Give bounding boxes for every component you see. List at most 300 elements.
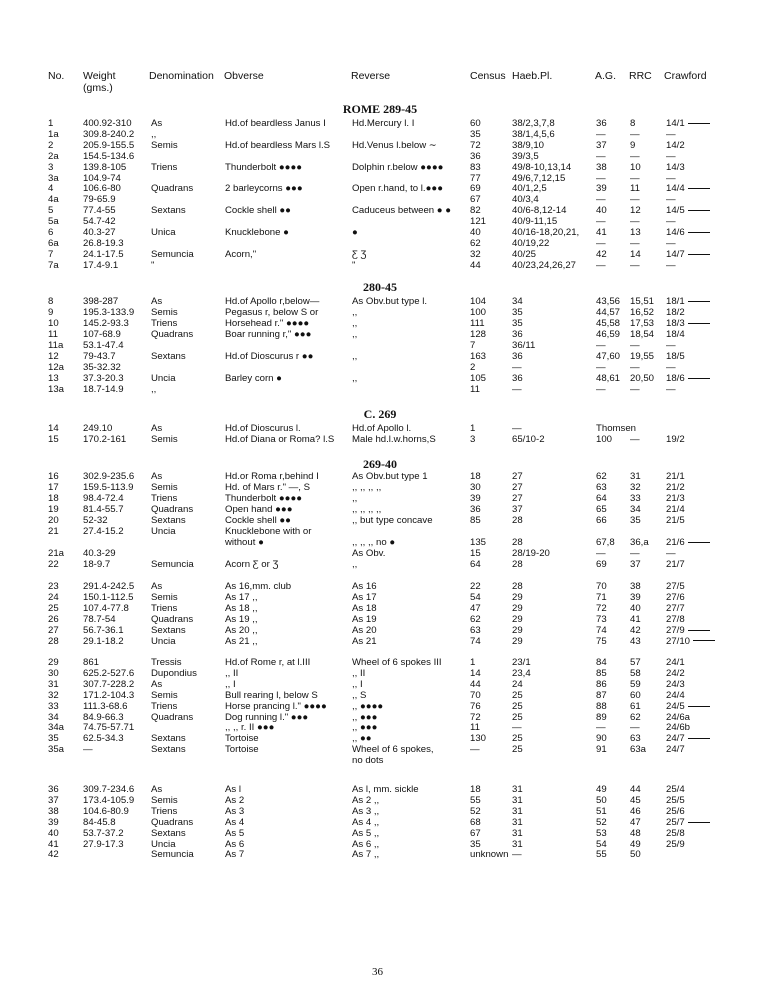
cell-cen: 163 — [470, 350, 487, 362]
cell-cra: 14/5 — [666, 205, 710, 216]
cell-cra: 21/6 — [666, 537, 710, 548]
cell-cra: — — [666, 547, 676, 559]
cell-cen: 3 — [470, 433, 476, 445]
table-row — [0, 559, 765, 570]
cell-cra: 19/2 — [666, 433, 685, 445]
cell-no: 30 — [48, 667, 59, 679]
cell-hae: 35 — [512, 317, 523, 329]
cell-wt: 195.3-133.9 — [83, 306, 135, 318]
cell-hae: 28/19-20 — [512, 547, 550, 559]
cell-ag: 47,60 — [596, 350, 621, 362]
cell-den: Quadrans — [151, 183, 194, 195]
cell-hae: 27 — [512, 471, 523, 482]
cell-den: Semis — [151, 139, 178, 151]
cell-rev: As 6 ,, — [352, 838, 380, 850]
cell-cen: 35 — [470, 128, 481, 140]
cell-hae: 31 — [512, 827, 523, 839]
table-row — [0, 755, 765, 766]
cell-ag: 45,58 — [596, 317, 621, 329]
cell-hae: 65/10-2 — [512, 433, 545, 445]
cell-obv: Open hand ●●● — [225, 503, 293, 515]
cell-rev: As 20 — [352, 624, 377, 636]
pen-tick-mark — [688, 542, 710, 543]
cell-no: 28 — [48, 635, 59, 647]
cell-hae: 29 — [512, 613, 523, 625]
cell-no: 38 — [48, 805, 59, 817]
cell-ag: 42 — [596, 248, 607, 260]
cell-wt: 56.7-36.1 — [83, 624, 124, 636]
cell-cen: 74 — [470, 635, 481, 647]
cell-ag: 48,61 — [596, 372, 621, 384]
cell-wt: 54.7-42 — [83, 216, 116, 228]
cell-cen: 39 — [470, 492, 481, 504]
cell-cen: 135 — [470, 536, 487, 548]
cell-ag: 89 — [596, 711, 607, 723]
cell-hae: 36 — [512, 350, 523, 362]
cell-rev: As 2 ,, — [352, 794, 380, 806]
table-row — [0, 384, 765, 395]
cell-rrc: — — [630, 194, 640, 206]
cell-rrc: 60 — [630, 689, 641, 701]
cell-rrc: 15,51 — [630, 296, 655, 307]
cell-cen: 83 — [470, 161, 481, 173]
cell-cra: 24/7 — [666, 744, 685, 756]
cell-hae: 36/11 — [512, 339, 536, 351]
cell-rrc: 40 — [630, 602, 641, 614]
cell-rrc: 62 — [630, 711, 641, 723]
cell-rev: ,, ●●● — [352, 711, 378, 723]
table-row — [0, 744, 765, 755]
cell-rev: As 18 — [352, 602, 377, 614]
cell-hae: 40/6-8,12-14 — [512, 205, 567, 217]
cell-rev: ,, — [352, 558, 358, 570]
cell-rev: ,, ,, ,, ,, — [352, 503, 382, 515]
cell-den: As — [151, 423, 163, 434]
cell-hae: 39/3,5 — [512, 150, 539, 162]
cell-no: 33 — [48, 700, 59, 712]
cell-wt: 53.7-37.2 — [83, 827, 124, 839]
cell-den: ,, — [151, 128, 157, 140]
cell-cen: 44 — [470, 678, 481, 690]
cell-den: ,, — [151, 383, 157, 395]
cell-no: 12a — [48, 361, 65, 373]
cell-rev: As 17 — [352, 591, 377, 603]
cell-obv: Hd.of beardless Mars l.S — [225, 139, 331, 151]
cell-rrc: 45 — [630, 794, 641, 806]
cell-rrc: — — [630, 150, 640, 162]
cell-rrc: 32 — [630, 481, 641, 493]
cell-rrc: 35 — [630, 514, 641, 526]
cell-rrc: — — [630, 216, 640, 228]
cell-cra: 21/5 — [666, 514, 685, 526]
cell-hae: 27 — [512, 492, 523, 504]
cell-rrc: 41 — [630, 613, 641, 625]
cell-wt: 106.6-80 — [83, 183, 121, 195]
cell-ag: — — [596, 216, 606, 228]
table-row — [0, 701, 765, 712]
table-row — [0, 129, 765, 140]
cell-cra: 14/4 — [666, 183, 710, 194]
cell-rrc: — — [630, 722, 640, 734]
cell-hae: 28 — [512, 514, 523, 526]
cell-wt: 205.9-155.5 — [83, 139, 135, 151]
cell-hae: 36 — [512, 328, 523, 340]
cell-ag: 51 — [596, 805, 607, 817]
table-row — [0, 592, 765, 603]
cell-no: 42 — [48, 849, 59, 861]
cell-rev: As 16 — [352, 581, 377, 592]
cell-cra: 25/7 — [666, 817, 710, 828]
cell-den: " — [151, 259, 155, 271]
table-row — [0, 296, 765, 307]
cell-cen: 14 — [470, 667, 481, 679]
table-row — [0, 151, 765, 162]
table-row — [0, 795, 765, 806]
cell-ag: — — [596, 259, 606, 271]
cell-hae: 29 — [512, 635, 523, 647]
cell-rev: Hd.Mercury l. I — [352, 118, 415, 129]
cell-wt: 625.2-527.6 — [83, 667, 135, 679]
cell-hae: 37 — [512, 503, 523, 515]
cell-no: 32 — [48, 689, 59, 701]
pen-tick-mark — [688, 123, 710, 124]
table-row — [0, 238, 765, 249]
cell-no: 3a — [48, 172, 59, 184]
cell-rev: ,, — [352, 306, 358, 318]
cell-cra: 14/7 — [666, 249, 710, 260]
header-weight: Weight — [83, 70, 116, 82]
cell-den: As — [151, 784, 163, 795]
cell-rrc: 37 — [630, 558, 641, 570]
header-weight-unit: (gms.) — [83, 82, 113, 94]
cell-obv: Bull rearing l, below S — [225, 689, 318, 701]
cell-den: Sextans — [151, 827, 186, 839]
cell-ag: 91 — [596, 744, 607, 756]
cell-cen: 76 — [470, 700, 481, 712]
cell-wt: 53.1-47.4 — [83, 339, 124, 351]
cell-den: Unica — [151, 227, 176, 238]
cell-den: Semis — [151, 306, 178, 318]
table-row — [0, 307, 765, 318]
cell-hae: 23,4 — [512, 667, 531, 679]
table-row — [0, 227, 765, 238]
cell-wt: 27.4-15.2 — [83, 525, 124, 537]
cell-ag: 86 — [596, 678, 607, 690]
cell-no: 1a — [48, 128, 59, 140]
cell-cra: 27/6 — [666, 591, 685, 603]
cell-rrc: 48 — [630, 827, 641, 839]
cell-no: 11a — [48, 339, 64, 351]
cell-rrc: 46 — [630, 805, 641, 817]
cell-no: 25 — [48, 602, 59, 614]
cell-cen: 40 — [470, 227, 481, 238]
cell-cen: 62 — [470, 237, 481, 249]
cell-rev: Wheel of 6 spokes, — [352, 744, 434, 756]
cell-cen: 2 — [470, 361, 476, 373]
cell-rev: ,, — [352, 372, 358, 384]
cell-obv: Hd.of Dioscurus l. — [225, 423, 301, 434]
cell-hae: 40/19,22 — [512, 237, 550, 249]
cell-no: 39 — [48, 816, 59, 828]
cell-hae: 31 — [512, 805, 523, 817]
cell-wt: 107-68.9 — [83, 328, 121, 340]
cell-rev: Caduceus between ● ● — [352, 205, 452, 217]
cell-wt: 159.5-113.9 — [83, 481, 134, 493]
cell-rrc: 8 — [630, 118, 636, 129]
cell-hae: 28 — [512, 581, 523, 592]
cell-ag: 43,56 — [596, 296, 621, 307]
cell-wt: 40.3-29 — [83, 547, 116, 559]
cell-wt: 79-65.9 — [83, 194, 116, 206]
section-title: C. 269 — [363, 407, 397, 421]
cell-hae: 40/3,4 — [512, 194, 539, 206]
cell-obv: Knucklebone with or — [225, 525, 312, 537]
cell-rrc: 19,55 — [630, 350, 655, 362]
cell-wt: 104.9-74 — [83, 172, 121, 184]
cell-rev: As Obv.but type 1 — [352, 471, 428, 482]
cell-obv: Hd. of Mars r." —, S — [225, 481, 310, 493]
cell-wt: 139.8-105 — [83, 161, 127, 173]
cell-rrc: 9 — [630, 139, 636, 151]
cell-no: 5 — [48, 205, 54, 217]
cell-cen: 52 — [470, 805, 481, 817]
cell-wt: 24.1-17.5 — [83, 248, 124, 260]
cell-ag: 72 — [596, 602, 607, 614]
table-row — [0, 614, 765, 625]
cell-obv: Boar running r," ●●● — [225, 328, 312, 340]
cell-wt: 302.9-235.6 — [83, 471, 135, 482]
cell-cen: 47 — [470, 602, 481, 614]
cell-hae: 40/16-18,20,21, — [512, 227, 580, 238]
cell-den: Quadrans — [151, 503, 194, 515]
pen-tick-mark — [688, 188, 710, 189]
cell-cra: 27/8 — [666, 613, 685, 625]
header-obverse: Obverse — [224, 70, 264, 82]
cell-cen: 128 — [470, 328, 487, 340]
cell-no: 17 — [48, 481, 59, 493]
cell-wt: 171.2-104.3 — [83, 689, 135, 701]
cell-hae: 25 — [512, 744, 523, 756]
cell-obv: As 20 ,, — [225, 624, 258, 636]
cell-wt: 27.9-17.3 — [83, 838, 124, 850]
cell-cra: 25/5 — [666, 794, 685, 806]
cell-hae: 28 — [512, 558, 523, 570]
cell-obv: As 21 ,, — [225, 635, 258, 647]
cell-wt: 81.4-55.7 — [83, 503, 124, 515]
cell-rev: As 5 ,, — [352, 827, 380, 839]
section-title: ROME 289-45 — [342, 102, 418, 116]
cell-cra: — — [666, 194, 676, 206]
cell-cra: 21/2 — [666, 481, 685, 493]
cell-no: 1 — [48, 118, 54, 129]
cell-hae: 25 — [512, 711, 523, 723]
cell-den: Triens — [151, 602, 178, 614]
cell-hae: 49/6,7,12,15 — [512, 172, 566, 184]
cell-wt: 400.92-310 — [83, 118, 132, 129]
cell-obv: Hd.of Apollo r,below— — [225, 296, 320, 307]
cell-cra: 27/9 — [666, 625, 710, 636]
cell-hae: 23/1 — [512, 657, 531, 668]
header-ag: A.G. — [595, 70, 617, 82]
cell-cra: 21/3 — [666, 492, 685, 504]
cell-rrc: 36,a — [630, 536, 649, 548]
cell-cen: 68 — [470, 816, 481, 828]
cell-rev: Wheel of 6 spokes III — [352, 657, 442, 668]
cell-den: As — [151, 581, 163, 592]
cell-rrc: 43 — [630, 635, 641, 647]
cell-cen: 30 — [470, 481, 481, 493]
cell-no: 35a — [48, 744, 65, 756]
cell-hae: 36 — [512, 372, 523, 384]
cell-no: 7 — [48, 248, 54, 260]
cell-rev: ,, — [352, 317, 358, 329]
cell-hae: 29 — [512, 602, 523, 614]
cell-rrc: 31 — [630, 471, 641, 482]
cell-rev: ,, ●●●● — [352, 700, 384, 712]
cell-rrc: 44 — [630, 784, 641, 795]
header-reverse: Reverse — [351, 70, 391, 82]
cell-obv: Dog running l." ●●● — [225, 711, 309, 723]
header-no: No. — [48, 70, 65, 82]
cell-wt: 18.7-14.9 — [83, 383, 124, 395]
cell-rrc: — — [630, 433, 640, 445]
table-row — [0, 173, 765, 184]
header-haeb: Haeb.Pl. — [512, 70, 553, 82]
cell-no: 37 — [48, 794, 59, 806]
cell-hae: 31 — [512, 816, 523, 828]
cell-cen: 18 — [470, 471, 481, 482]
cell-rev: ,, I — [352, 678, 363, 690]
cell-ag: 53 — [596, 827, 607, 839]
cell-wt: 29.1-18.2 — [83, 635, 124, 647]
cell-cra: — — [666, 259, 676, 271]
table-row — [0, 712, 765, 723]
cell-no: 34a — [48, 722, 65, 734]
table-row — [0, 581, 765, 592]
cell-rev: ,, S — [352, 689, 367, 701]
cell-rev: ● — [352, 227, 358, 238]
cell-cra: 18/5 — [666, 350, 685, 362]
cell-den: Semis — [151, 689, 178, 701]
cell-cen: 64 — [470, 558, 481, 570]
cell-cra: 18/4 — [666, 328, 685, 340]
cell-no: 41 — [48, 838, 59, 850]
cell-hae: 25 — [512, 700, 523, 712]
cell-rev: ,, II — [352, 667, 366, 679]
table-row — [0, 849, 765, 860]
cell-no: 2a — [48, 150, 59, 162]
cell-den: Quadrans — [151, 816, 194, 828]
cell-cen: 70 — [470, 689, 481, 701]
cell-no: 18 — [48, 492, 59, 504]
table-row — [0, 817, 765, 828]
cell-ag: — — [596, 361, 606, 373]
cell-ag: 63 — [596, 481, 607, 493]
cell-den: Semis — [151, 433, 178, 445]
cell-rev: Hd.Venus l.below ∼ — [352, 139, 437, 151]
table-row — [0, 340, 765, 351]
table-row — [0, 423, 765, 434]
cell-den: Uncia — [151, 838, 176, 850]
cell-den: Semuncia — [151, 558, 194, 570]
cell-rev: ,, — [352, 492, 358, 504]
cell-rev: " — [352, 259, 356, 271]
cell-cra: 24/3 — [666, 678, 685, 690]
cell-obv: 2 barleycorns ●●● — [225, 183, 303, 195]
cell-den: As — [151, 471, 163, 482]
cell-wt: 35-32.32 — [83, 361, 121, 373]
cell-den: As — [151, 296, 163, 307]
table-row — [0, 636, 765, 647]
cell-cra: — — [666, 361, 676, 373]
cell-den: Semis — [151, 591, 178, 603]
cell-hae: 29 — [512, 624, 523, 636]
cell-hae: — — [512, 383, 522, 395]
cell-obv: ,, II — [225, 667, 239, 679]
cell-cra: 14/2 — [666, 139, 685, 151]
cell-ag: 52 — [596, 816, 607, 828]
table-row — [0, 504, 765, 515]
cell-ag: 37 — [596, 139, 607, 151]
cell-cen: 63 — [470, 624, 481, 636]
cell-rrc: 61 — [630, 700, 641, 712]
table-row — [0, 603, 765, 614]
cell-den: Dupondius — [151, 667, 197, 679]
header-denomination: Denomination — [149, 70, 214, 82]
cell-cen: 44 — [470, 259, 481, 271]
cell-rrc: 63a — [630, 744, 647, 756]
table-row — [0, 471, 765, 482]
cell-cra: 25/4 — [666, 784, 685, 795]
cell-cen: 1 — [470, 423, 476, 434]
cell-ag: — — [596, 383, 606, 395]
cell-den: Sextans — [151, 514, 186, 526]
cell-no: 4 — [48, 183, 54, 195]
cell-den: Triens — [151, 161, 178, 173]
table-row — [0, 434, 765, 445]
pen-tick-mark — [688, 210, 710, 211]
cell-wt: 398-287 — [83, 296, 119, 307]
pen-tick-mark — [693, 640, 715, 641]
cell-ag: 90 — [596, 733, 607, 745]
cell-ag: 44,57 — [596, 306, 621, 318]
cell-den: Sextans — [151, 733, 186, 745]
cell-ag: 54 — [596, 838, 607, 850]
cell-cra: — — [666, 172, 676, 184]
page-number: 36 — [372, 966, 383, 978]
cell-hae: 31 — [512, 784, 523, 795]
cell-hae: 25 — [512, 733, 523, 745]
cell-no: 20 — [48, 514, 59, 526]
cell-hae: — — [512, 722, 522, 734]
cell-cra: 24/5 — [666, 701, 710, 712]
pen-tick-mark — [688, 378, 710, 379]
cell-rev: Male hd.l.w.horns,S — [352, 433, 436, 445]
cell-rrc: 59 — [630, 678, 641, 690]
cell-hae: 40/1,2,5 — [512, 183, 547, 195]
cell-ag: — — [596, 547, 606, 559]
cell-obv: Acorn," — [225, 248, 257, 260]
cell-obv: Horse prancing l." ●●●● — [225, 700, 327, 712]
cell-wt: 861 — [83, 657, 100, 668]
cell-cen: 11 — [470, 383, 480, 395]
cell-ag: — — [596, 194, 606, 206]
table-row — [0, 679, 765, 690]
cell-obv: Hd.of Diana or Roma? l.S — [225, 433, 335, 445]
cell-cen: 15 — [470, 547, 481, 559]
cell-ag: 55 — [596, 849, 607, 861]
cell-no: 22 — [48, 558, 59, 570]
